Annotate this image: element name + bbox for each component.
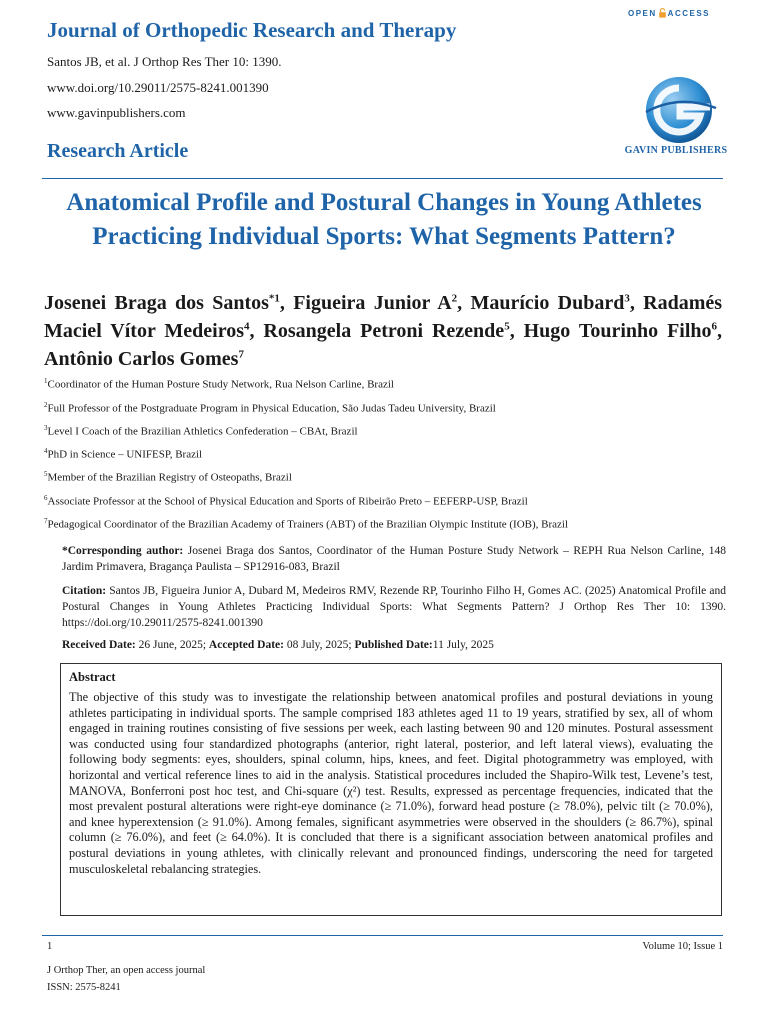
received-label: Received Date: [62,639,136,651]
affiliation-item [44,424,358,438]
corresponding-author [62,543,726,575]
affiliation-number: 7 [44,517,48,525]
affiliation-item [44,401,496,415]
author-separator: , [279,292,294,314]
author-name: Antônio Carlos Gomes [44,348,239,370]
author-separator: , [629,292,644,314]
affiliation-number: 1 [44,377,48,385]
affiliation-item [44,517,568,531]
volume-issue: Volume 10; Issue 1 [642,941,723,952]
author-name: Radamés Maciel Vítor Medeiros [44,292,723,342]
citation [62,583,726,631]
short-citation: Santos JB, et al. J Orthop Res Ther 10: 1390. [47,54,282,69]
accepted-date: 08 July, 2025; [283,639,355,651]
author-affiliation-marker: *1 [268,292,280,305]
abstract-heading: Abstract [69,670,116,684]
open-access-badge [628,8,710,18]
abstract-text: The objective of this study was to investigate the relationship between anatomical profiles and postural deviations in young athletes participating in individual sports. The sample comprised 183 athletes aged 11 to 19 years, stratified by sex, all of whom engaged in training routines consisting of five sessions per week, each lasting between 90 and 120 minutes. Postural assessment was conducted using four standardized photographs (anterior, right lateral, posterior, and left lateral views), evaluating the following body segments: eyes, shoulders, spinal column, hips, knees, and feet. Digital photogrammetry was employed, with horizontal and vertical reference lines to aid in the analysis. Statistical procedures included the Shapiro-Wilk test, Levene’s test, MANOVA, Bonferroni post hoc test, and Chi-square (χ²) test. Results, expressed as percentage frequencies, indicated that the most prevalent postural alterations were right-eye dominance (≥ 71.0%), forward head posture (≥ 78.0%), pelvic tilt (≥ 70.0%), and knee hyperextension (≥ 91.0%). Among females, significant asymmetries were observed in the shoulders (≥ 86.7%), spinal column (≥ 76.0%), and feet (≥ 64.0%). It is concluded that there is a significant association between anatomical profiles and postural deviations in young athletes, with clinically relevant and pronounced findings, underscoring the need for targeted musculoskeletal rebalancing strategies. [69,690,713,876]
article-dates [62,637,726,653]
corresponding-text: Josenei Braga dos Santos, Coordinator of the Human Posture Study Network – REPH Rua Nelson Carline, 148 Jardim Primavera, Bragança Paulista – SP12916-083, Brazil [62,545,727,573]
published-date: 11 July, 2025 [432,639,494,651]
accepted-label: Accepted Date: [208,639,284,651]
author-affiliation-marker: 6 [711,320,718,333]
author-separator: , [249,320,264,342]
published-label: Published Date: [354,639,433,651]
author-name: Maurício Dubard [470,292,625,314]
author-name: Hugo Tourinho Filho [523,320,712,342]
affiliation-text: Level I Coach of the Brazilian Athletics Confederation – CBAt, Brazil [47,425,358,438]
gavin-publishers-logo [634,74,720,146]
abstract-box [60,663,722,916]
journal-footer-line: J Orthop Ther, an open access journal [47,965,206,976]
footer-divider [42,935,723,936]
affiliation-number: 3 [44,424,48,432]
author-separator: , [509,320,524,342]
author-name: Rosangela Petroni Rezende [263,320,505,342]
author-name: Josenei Braga dos Santos [44,292,269,314]
issn: ISSN: 2575-8241 [47,982,121,993]
page-number: 1 [47,941,53,952]
publisher-name: GAVIN PUBLISHERS [624,145,728,156]
affiliation-number: 2 [44,401,48,409]
affiliation-text: Member of the Brazilian Registry of Osteopaths, Brazil [47,471,292,484]
author-affiliation-marker: 2 [451,292,458,305]
author-name: Figueira Junior A [293,292,452,314]
author-affiliation-marker: 7 [238,348,244,361]
affiliation-text: Pedagogical Coordinator of the Brazilian Academy of Trainers (ABT) of the Brazilian Olympic Institute (IOB), Brazil [47,518,569,531]
affiliation-item [44,494,528,508]
open-lock-icon [658,8,667,18]
affiliation-text: Associate Professor at the School of Physical Education and Sports of Ribeirão Preto – EEFERP-USP, Brazil [47,495,528,508]
open-access-left-text: OPEN [628,8,657,18]
received-date: 26 June, 2025; [135,639,209,651]
affiliation-text: Coordinator of the Human Posture Study Network, Rua Nelson Carline, Brazil [47,378,394,391]
author-list [44,289,722,373]
corresponding-label: *Corresponding author: [62,545,184,557]
affiliation-item [44,377,394,391]
citation-label: Citation: [62,585,107,597]
article-type: Research Article [47,140,189,162]
affiliation-number: 4 [44,447,48,455]
affiliation-item [44,470,292,484]
citation-text: Santos JB, Figueira Junior A, Dubard M, Medeiros RMV, Rezende RP, Tourinho Filho H, Gomes AC. (2025) Anatomical Profile and Postural Changes in Young Athletes Practicing Individual Sports: What Segments Pattern? J Orthop Res Ther 10: 1390. https://doi.org/10.29011/2575-8241.001390 [62,585,726,629]
author-affiliation-marker: 5 [504,320,510,333]
affiliation-number: 5 [44,470,48,478]
doi-link[interactable]: www.doi.org/10.29011/2575-8241.001390 [47,80,269,95]
author-affiliation-marker: 4 [244,320,250,333]
website-link[interactable]: www.gavinpublishers.com [47,105,186,120]
affiliation-item [44,447,202,461]
affiliation-number: 6 [44,494,48,502]
affiliation-text: PhD in Science – UNIFESP, Brazil [47,448,203,461]
author-separator: , [717,320,723,342]
header-divider [42,178,723,179]
article-title: Anatomical Profile and Postural Changes in Young Athletes Practicing Individual Sports: What Segments Pattern? [66,189,702,250]
open-access-right-text: ACCESS [667,8,711,18]
author-affiliation-marker: 3 [624,292,630,305]
journal-title: Journal of Orthopedic Research and Therapy [47,18,457,42]
affiliation-text: Full Professor of the Postgraduate Program in Physical Education, São Judas Tadeu University, Brazil [47,402,496,415]
author-separator: , [457,292,471,314]
